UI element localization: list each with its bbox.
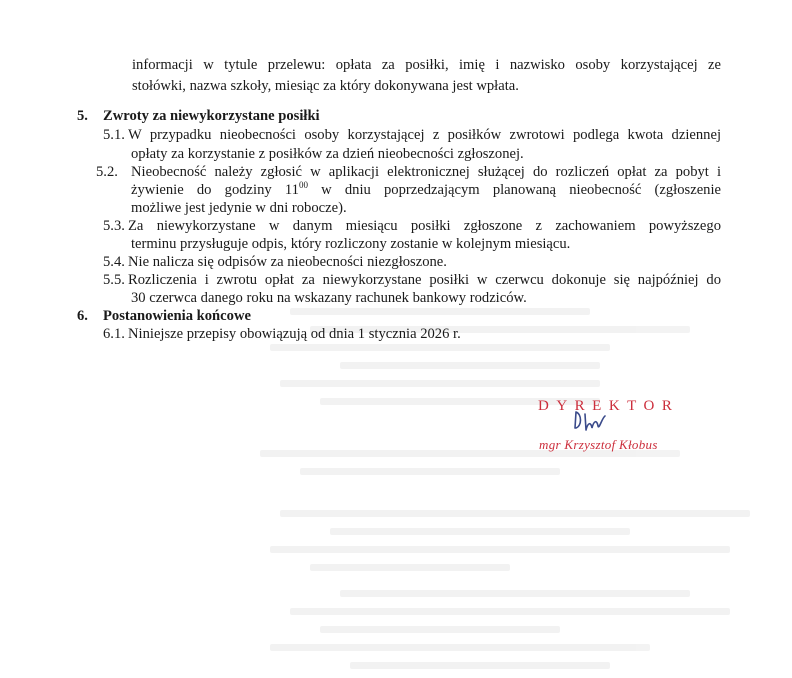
section-6-title: Postanowienia końcowe (103, 308, 251, 324)
section-6-number: 6. (77, 308, 88, 324)
stamp-title: DYREKTOR (538, 398, 680, 414)
item-5-5-number: 5.5. (103, 272, 125, 288)
item-5-2-line-3: możliwe jest jedynie w dni robocze). (131, 200, 347, 216)
item-6-1-line-1: Niniejsze przepisy obowiązują od dnia 1 stycznia 2026 r. (128, 326, 461, 342)
item-5-2-time-superscript: 00 (298, 180, 308, 190)
item-5-5-line-2: 30 czerwca danego roku na wskazany rachunek bankowy rodziców. (131, 290, 527, 306)
item-5-2-number: 5.2. (96, 164, 118, 180)
item-6-1-number: 6.1. (103, 326, 125, 342)
item-5-3-line-2: terminu przysługuje odpis, który rozliczony zostanie w kolejnym miesiącu. (131, 236, 571, 252)
item-5-2-line-1: Nieobecność należy zgłosić w aplikacji elektronicznej służącej do rozliczeń opłat za pobyt i (131, 164, 721, 180)
section-5-number: 5. (77, 108, 88, 124)
item-5-1-number: 5.1. (103, 127, 125, 143)
item-5-4-line-1: Nie nalicza się odpisów za nieobecności niezgłoszone. (128, 254, 447, 270)
item-5-2-line-2 (131, 181, 721, 199)
item-5-2-line-2-after: w dniu poprzedzającym planowaną nieobecność (zgłoszenie (307, 182, 721, 198)
signature-mark (572, 408, 608, 434)
intro-line-2: stołówki, nazwa szkoły, miesiąc za który dokonywana jest wpłata. (132, 78, 519, 94)
item-5-3-line-1: Za niewykorzystane w danym miesiącu posiłki zgłoszone z zachowaniem powyższego (128, 218, 721, 234)
item-5-1-line-2: opłaty za korzystanie z posiłków za dzień nieobecności zgłoszonej. (131, 146, 524, 162)
section-5-title: Zwroty za niewykorzystane posiłki (103, 108, 320, 124)
item-5-2-line-2-before: żywienie do godziny 11 (131, 182, 299, 198)
bleed-through-text (250, 300, 770, 678)
stamp-name: mgr Krzysztof Kłobus (539, 437, 658, 452)
intro-line-1: informacji w tytule przelewu: opłata za posiłki, imię i nazwisko osoby korzystającej ze (132, 57, 721, 73)
item-5-5-line-1: Rozliczenia i zwrotu opłat za niewykorzystane posiłki w czerwcu dokonuje się najpóźniej do (128, 272, 721, 288)
item-5-4-number: 5.4. (103, 254, 125, 270)
item-5-3-number: 5.3. (103, 218, 125, 234)
item-5-1-line-1: W przypadku nieobecności osoby korzystającej z posiłków zwrotowi podlega kwota dziennej (128, 127, 721, 143)
